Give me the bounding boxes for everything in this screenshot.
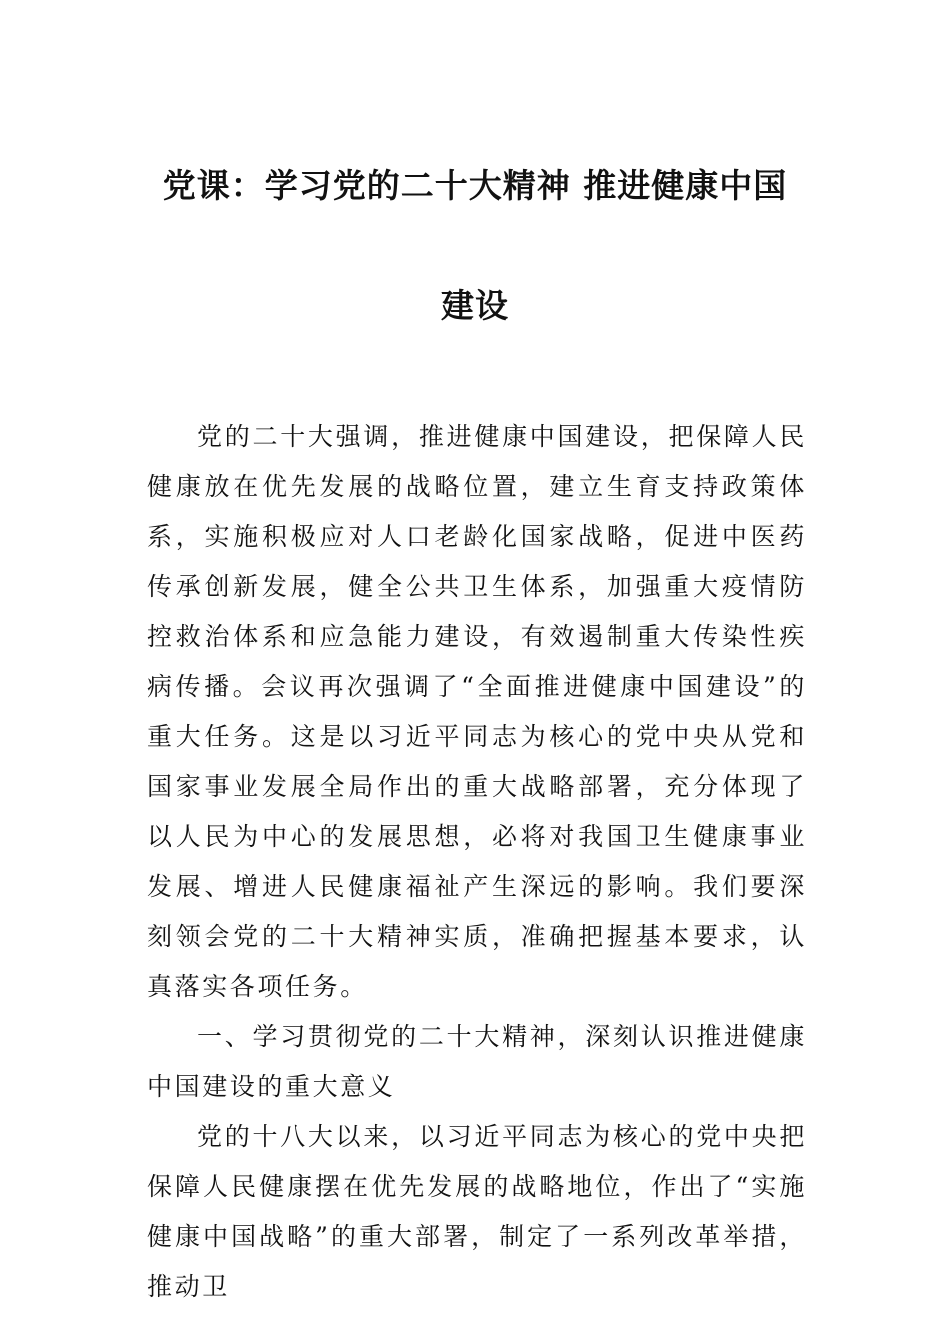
document-body <box>147 412 807 1312</box>
document-title-line1: 党课：学习党的二十大精神 推进健康中国 <box>162 166 788 205</box>
paragraph-intro: 党的二十大强调，推进健康中国建设，把保障人民健康放在优先发展的战略位置，建立生育支持政策体系，实施积极应对人口老龄化国家战略，促进中医药传承创新发展，健全公共卫生体系，加强重大疫情防控救治体系和应急能力建设，有效遏制重大传染性疾病传播。会议再次强调了“全面推进健康中国建设”的重大任务。这是以习近平同志为核心的党中央从党和国家事业发展全局作出的重大战略部署，充分体现了以人民为中心的发展思想，必将对我国卫生健康事业发展、增进人民健康福祉产生深远的影响。我们要深刻领会党的二十大精神实质，准确把握基本要求，认真落实各项任务。 <box>147 422 807 1001</box>
section-heading-1: 一、学习贯彻党的二十大精神，深刻认识推进健康中国建设的重大意义 <box>147 1022 807 1101</box>
paragraph-section-1: 党的十八大以来，以习近平同志为核心的党中央把保障人民健康摆在优先发展的战略地位，作出了“实施健康中国战略”的重大部署，制定了一系列改革举措，推动卫 <box>147 1122 807 1301</box>
document-title-line2: 建设 <box>441 286 509 325</box>
